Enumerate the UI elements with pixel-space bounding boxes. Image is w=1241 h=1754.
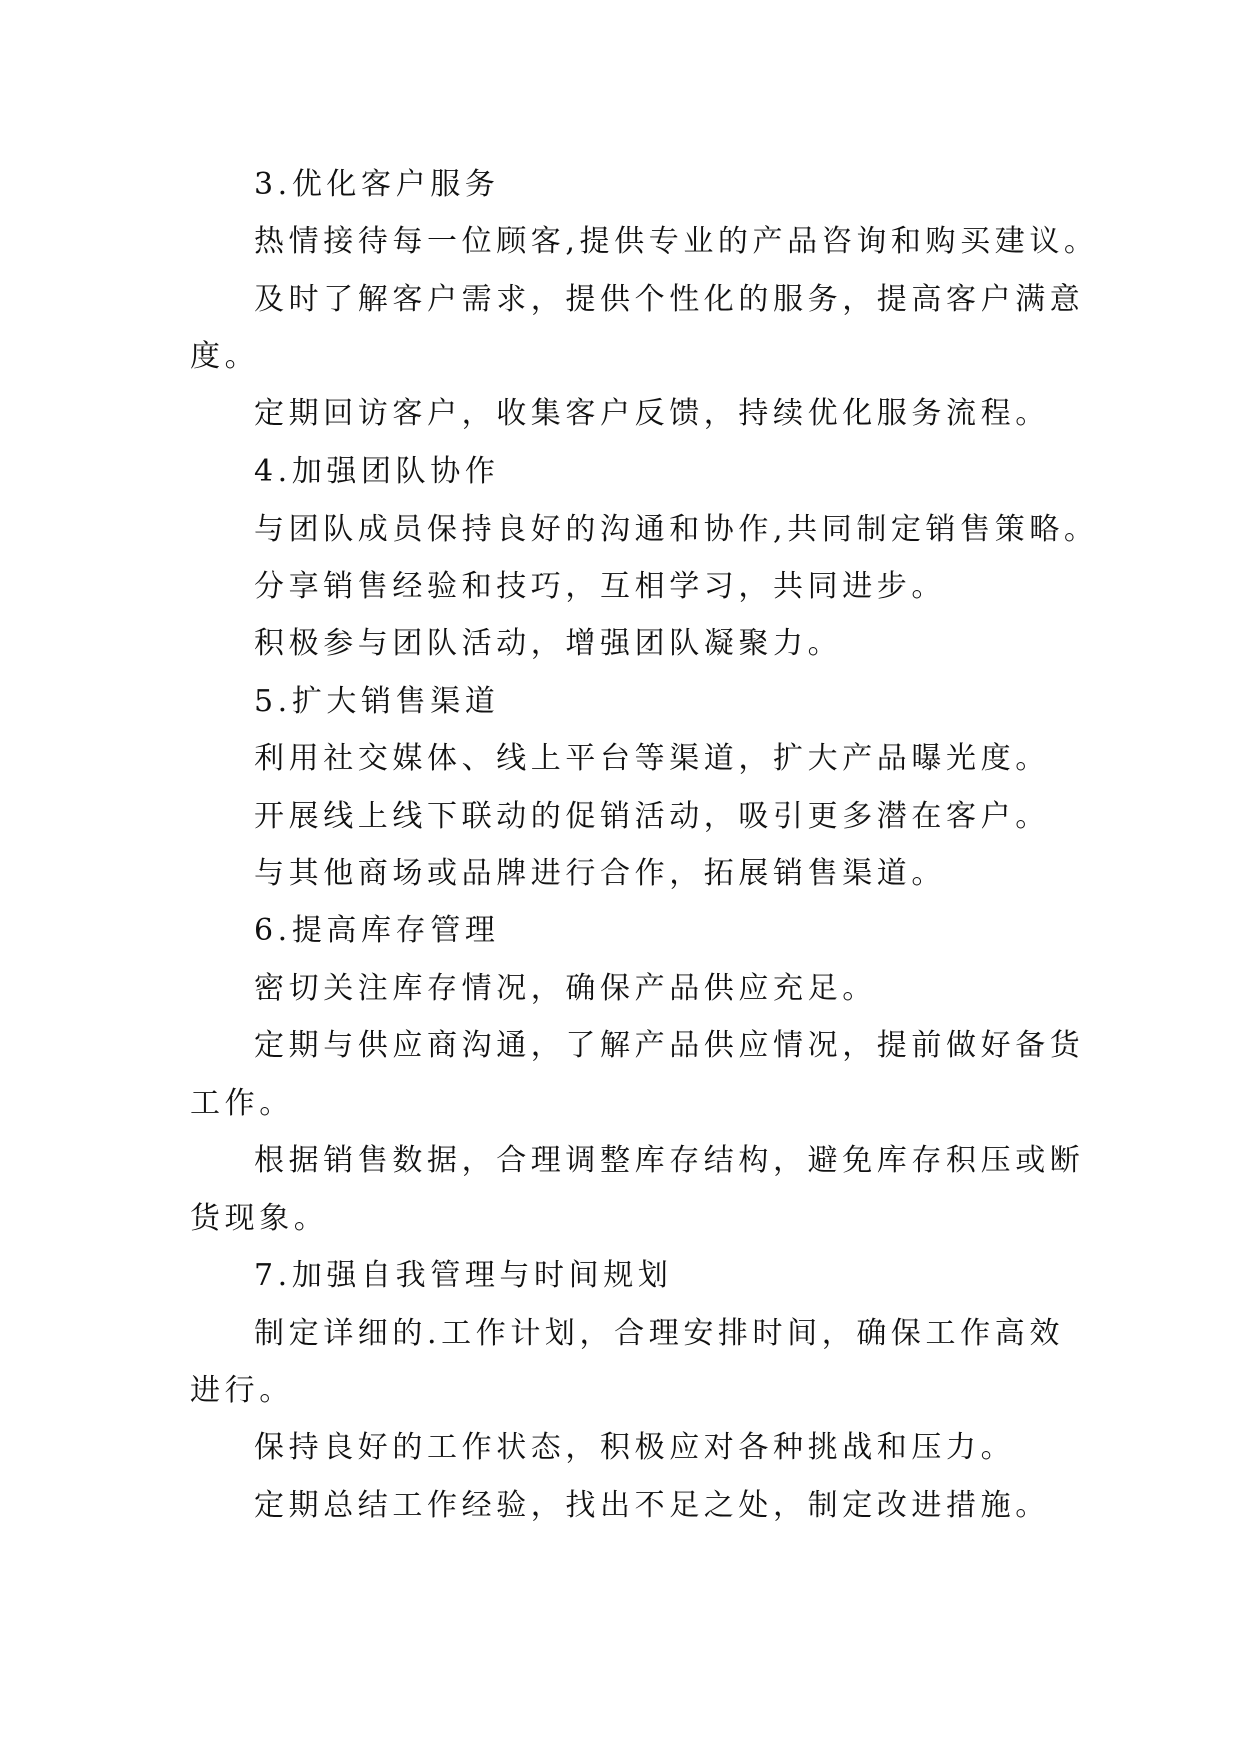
paragraph-line: 定期回访客户，收集客户反馈，持续优化服务流程。 — [254, 396, 1050, 431]
section-heading-inventory: 6.提高库存管理 — [254, 913, 500, 948]
paragraph-line: 进行。 — [190, 1373, 294, 1408]
paragraph-line: 分享销售经验和技巧，互相学习，共同进步。 — [254, 569, 946, 604]
paragraph-line: 定期总结工作经验，找出不足之处，制定改进措施。 — [254, 1488, 1050, 1523]
paragraph-line: 根据销售数据，合理调整库存结构，避免库存积压或断 — [254, 1143, 1085, 1178]
paragraph-line: 与团队成员保持良好的沟通和协作,共同制定销售策略。 — [254, 512, 1099, 547]
paragraph-line: 与其他商场或品牌进行合作，拓展销售渠道。 — [254, 856, 946, 891]
paragraph-line: 保持良好的工作状态，积极应对各种挑战和压力。 — [254, 1430, 1016, 1465]
section-heading-self-management: 7.加强自我管理与时间规划 — [254, 1258, 673, 1293]
paragraph-line: 度。 — [190, 339, 260, 374]
paragraph-line: 热情接待每一位顾客,提供专业的产品咨询和购买建议。 — [254, 224, 1099, 259]
paragraph-line: 利用社交媒体、线上平台等渠道，扩大产品曝光度。 — [254, 741, 1050, 776]
paragraph-line: 货现象。 — [190, 1201, 329, 1236]
paragraph-line: 密切关注库存情况，确保产品供应充足。 — [254, 971, 877, 1006]
paragraph-line: 积极参与团队活动，增强团队凝聚力。 — [254, 626, 843, 661]
paragraph-line: 定期与供应商沟通，了解产品供应情况，提前做好备货 — [254, 1028, 1085, 1063]
paragraph-line: 工作。 — [190, 1086, 294, 1121]
section-heading-customer-service: 3.优化客户服务 — [254, 167, 500, 202]
paragraph-line: 开展线上线下联动的促销活动，吸引更多潜在客户。 — [254, 799, 1050, 834]
paragraph-line: 制定详细的.工作计划，合理安排时间，确保工作高效 — [254, 1316, 1064, 1351]
paragraph-line: 及时了解客户需求，提供个性化的服务，提高客户满意 — [254, 282, 1085, 317]
section-heading-sales-channels: 5.扩大销售渠道 — [254, 684, 500, 719]
section-heading-team-collaboration: 4.加强团队协作 — [254, 454, 500, 489]
